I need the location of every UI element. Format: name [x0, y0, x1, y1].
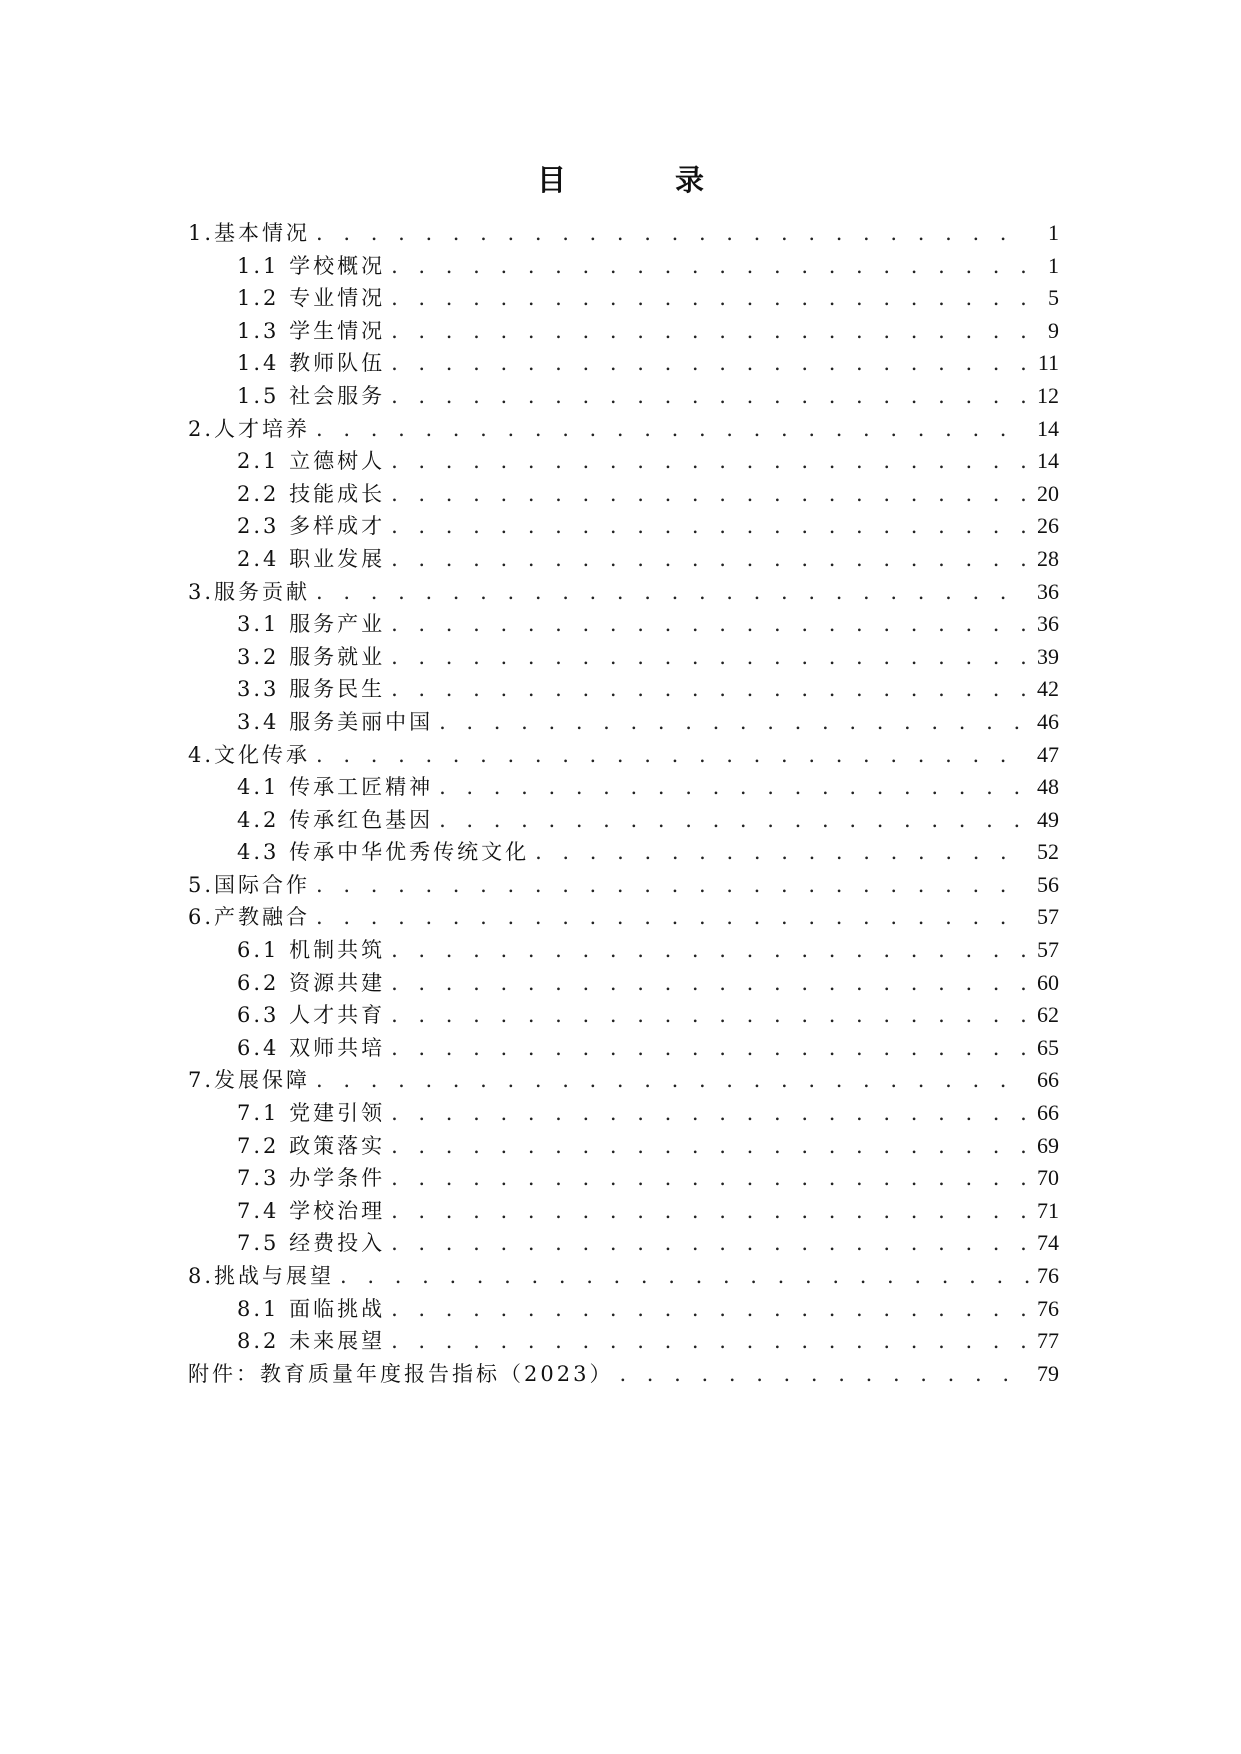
toc-entry[interactable] [188, 608, 1059, 641]
toc-entry-label: 2.1 立德树人 [237, 449, 386, 474]
toc-entry-label: 2.4 职业发展 [237, 546, 386, 571]
toc-entry[interactable] [188, 1032, 1059, 1065]
dot-leader [316, 869, 1029, 901]
toc-entry[interactable] [188, 380, 1059, 413]
toc-entry[interactable] [188, 1227, 1059, 1260]
toc-entry-label: 7.2 政策落实 [237, 1133, 386, 1158]
toc-entry-label: 6.1 机制共筑 [237, 938, 386, 963]
dot-leader [391, 282, 1029, 314]
toc-entry-page-number: 57 [1037, 937, 1059, 963]
toc-entry-label: 3.服务贡献 [188, 579, 311, 604]
dot-leader [391, 1293, 1029, 1325]
dot-leader [316, 739, 1029, 771]
toc-entry[interactable] [188, 1293, 1059, 1326]
toc-entry-label: 5.国际合作 [188, 872, 311, 897]
toc-entry[interactable] [188, 250, 1059, 283]
toc-entry-label: 6.2 资源共建 [237, 970, 386, 995]
toc-entry-page-number: 76 [1037, 1263, 1059, 1288]
toc-entry[interactable] [188, 1097, 1059, 1130]
toc-entry-label: 6.3 人才共育 [237, 1003, 386, 1028]
toc-entry-page-number: 70 [1037, 1165, 1059, 1191]
toc-entry-page-number: 48 [1037, 774, 1059, 800]
toc-entry-page-number: 36 [1037, 578, 1059, 604]
toc-entry-label: 1.基本情况 [188, 221, 311, 245]
toc-entry-label: 3.1 服务产业 [237, 612, 386, 637]
toc-entry[interactable] [188, 217, 1059, 250]
toc-entry-label: 6.产教融合 [188, 905, 311, 930]
dot-leader [391, 1325, 1029, 1357]
toc-entry-label: 8.2 未来展望 [237, 1329, 386, 1354]
toc-entry-page-number: 69 [1037, 1132, 1059, 1158]
toc-entry-label: 1.4 教师队伍 [237, 351, 386, 376]
toc-entry-page-number: 1 [1048, 220, 1059, 245]
toc-entry-label: 3.2 服务就业 [237, 644, 386, 669]
toc-entry-label: 4.3 传承中华优秀传统文化 [237, 840, 530, 865]
toc-entry-page-number: 14 [1037, 415, 1059, 441]
dot-leader [316, 901, 1029, 933]
toc-entry-label: 1.1 学校概况 [237, 253, 386, 278]
toc-entry-page-number: 49 [1037, 806, 1059, 832]
toc-entry-label: 1.5 社会服务 [237, 383, 386, 408]
toc-entry-page-number: 74 [1037, 1230, 1059, 1256]
toc-entry-page-number: 79 [1037, 1360, 1059, 1386]
dot-leader [391, 999, 1029, 1031]
toc-entry[interactable] [188, 739, 1059, 772]
toc-entry[interactable] [188, 445, 1059, 478]
dot-leader [391, 1130, 1029, 1162]
toc-entry-page-number: 71 [1037, 1197, 1059, 1223]
toc-entry-page-number: 66 [1037, 1100, 1059, 1126]
toc-entry[interactable] [188, 315, 1059, 348]
toc-entry-label: 7.3 办学条件 [237, 1166, 386, 1191]
dot-leader [391, 380, 1029, 412]
toc-entry[interactable] [188, 771, 1059, 804]
toc-entry[interactable] [188, 934, 1059, 967]
toc-entry-label: 4.文化传承 [188, 742, 311, 767]
toc-entry-page-number: 12 [1037, 382, 1059, 408]
dot-leader [391, 250, 1029, 282]
dot-leader [391, 1097, 1029, 1129]
toc-entry-label: 1.3 学生情况 [237, 318, 386, 343]
dot-leader [316, 1064, 1029, 1096]
toc-entry-page-number: 60 [1037, 969, 1059, 995]
toc-entry[interactable] [188, 836, 1059, 869]
dot-leader [391, 1032, 1029, 1064]
toc-entry-page-number: 66 [1037, 1067, 1059, 1093]
toc-entry-label: 7.1 党建引领 [237, 1101, 386, 1126]
dot-leader [391, 1227, 1029, 1259]
toc-entry-label: 3.3 服务民生 [237, 677, 386, 702]
toc-entry-label: 2.3 多样成才 [237, 514, 386, 539]
toc-entry[interactable] [188, 282, 1059, 315]
dot-leader [391, 967, 1029, 999]
toc-entry-page-number: 11 [1037, 350, 1059, 376]
toc-entry[interactable] [188, 478, 1059, 511]
toc-entry-page-number: 62 [1037, 1002, 1059, 1028]
toc-entry-label: 4.2 传承红色基因 [237, 807, 434, 832]
toc-entry[interactable] [188, 413, 1059, 446]
toc-entry-label: 2.2 技能成长 [237, 481, 386, 506]
toc-entry[interactable] [188, 510, 1059, 543]
toc-entry-page-number: 39 [1037, 643, 1059, 669]
toc-entry[interactable] [188, 641, 1059, 674]
toc-entry-label: 8.1 面临挑战 [237, 1296, 386, 1321]
toc-entry[interactable] [188, 901, 1059, 934]
toc-entry-page-number: 77 [1037, 1328, 1059, 1354]
toc-entry-page-number: 14 [1037, 448, 1059, 474]
dot-leader [391, 478, 1029, 510]
page-title: 目 录 [536, 163, 744, 197]
dot-leader [439, 804, 1029, 836]
dot-leader [391, 315, 1029, 347]
toc-entry[interactable] [188, 804, 1059, 837]
toc-entry[interactable] [188, 1064, 1059, 1097]
toc-entry-label: 7.5 经费投入 [237, 1231, 386, 1256]
dot-leader [391, 445, 1029, 477]
dot-leader [619, 1358, 1029, 1390]
toc-entry-page-number: 26 [1037, 513, 1059, 539]
toc-entry-label: 3.4 服务美丽中国 [237, 709, 434, 734]
toc-entry-label: 2.人才培养 [188, 416, 311, 441]
toc-entry-page-number: 46 [1037, 708, 1059, 734]
toc-entry[interactable] [188, 869, 1059, 902]
dot-leader [391, 934, 1029, 966]
toc-entry[interactable] [188, 1195, 1059, 1228]
toc-entry[interactable] [188, 1325, 1059, 1358]
dot-leader [340, 1260, 1029, 1292]
toc-entry-label: 8.挑战与展望 [188, 1264, 335, 1288]
toc-entry-page-number: 47 [1037, 741, 1059, 767]
toc-entry[interactable] [188, 1162, 1059, 1195]
dot-leader [316, 576, 1029, 608]
dot-leader [316, 413, 1029, 445]
toc-entry-label: 7.发展保障 [188, 1068, 311, 1093]
dot-leader [391, 673, 1029, 705]
toc-entry[interactable] [188, 576, 1059, 609]
toc-entry-label: 1.2 专业情况 [237, 286, 386, 311]
toc-entry-label: 附件：教育质量年度报告指标（2023） [188, 1361, 614, 1386]
toc-entry-page-number: 42 [1037, 676, 1059, 702]
toc-entry-label: 7.4 学校治理 [237, 1198, 386, 1223]
dot-leader [439, 771, 1029, 803]
table-of-contents [188, 217, 1059, 1390]
toc-entry-page-number: 28 [1037, 545, 1059, 571]
toc-entry-page-number: 9 [1048, 317, 1059, 343]
toc-entry[interactable] [188, 706, 1059, 739]
dot-leader [391, 641, 1029, 673]
toc-entry-page-number: 36 [1037, 611, 1059, 637]
toc-entry-page-number: 56 [1037, 871, 1059, 897]
toc-entry[interactable] [188, 1130, 1059, 1163]
toc-entry-page-number: 76 [1037, 1295, 1059, 1321]
dot-leader [439, 706, 1029, 738]
toc-entry[interactable] [188, 999, 1059, 1032]
toc-entry-label: 6.4 双师共培 [237, 1035, 386, 1060]
toc-entry-page-number: 57 [1037, 904, 1059, 930]
toc-entry[interactable] [188, 543, 1059, 576]
toc-entry[interactable] [188, 347, 1059, 380]
toc-entry[interactable] [188, 1260, 1059, 1293]
toc-entry[interactable] [188, 967, 1059, 1000]
toc-entry[interactable] [188, 1358, 1059, 1391]
dot-leader [391, 510, 1029, 542]
toc-entry-page-number: 20 [1037, 480, 1059, 506]
toc-entry-page-number: 5 [1048, 285, 1059, 311]
toc-entry-label: 4.1 传承工匠精神 [237, 775, 434, 800]
dot-leader [391, 1195, 1029, 1227]
dot-leader [391, 543, 1029, 575]
dot-leader [316, 217, 1029, 249]
toc-entry-page-number: 1 [1048, 252, 1059, 278]
dot-leader [391, 608, 1029, 640]
dot-leader [391, 347, 1029, 379]
dot-leader [535, 836, 1029, 868]
toc-entry-page-number: 52 [1037, 839, 1059, 865]
toc-entry[interactable] [188, 673, 1059, 706]
dot-leader [391, 1162, 1029, 1194]
toc-entry-page-number: 65 [1037, 1034, 1059, 1060]
